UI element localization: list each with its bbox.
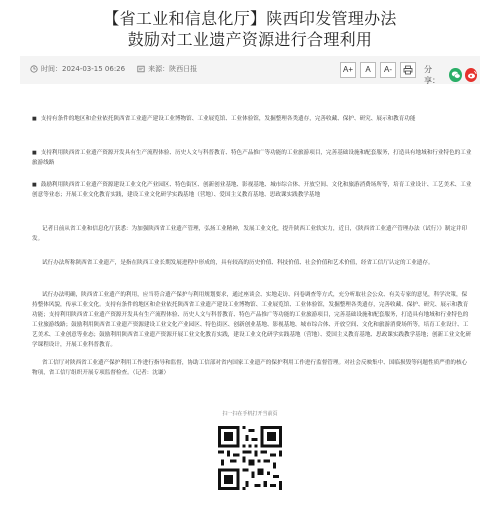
source-icon — [137, 65, 145, 73]
share-label: 分享： — [424, 65, 440, 85]
print-button[interactable] — [400, 62, 416, 78]
clock-icon — [30, 65, 38, 73]
weibo-icon — [465, 68, 479, 82]
font-size-controls — [340, 62, 420, 78]
meta-bar — [20, 56, 480, 84]
body-paragraph-3: 试行办法明确，陕西省工业遗产的利用，应当符合遗产保护与利用规划要求，通过座谈会、实地走访、问卷调查等方式，充分听取社会公众、有关专家的意见，科学决策，保持整体风貌，传承工业文化。支持有条件的地区和企业依托陕西省工业遗产建设工业博物馆、工业展览馆、工业体验馆，发掘整理各类遗存，完善收藏、保护、研究、展示和教育功能；支持利用陕西省工业遗产资源开发具有生产流程体验、历史人文与科普教育、特色产品推广等功能的工业旅游项目，完善基础设施和配套服务，打造具有地域和行业特色的工业旅游线路；鼓励利用陕西省工业遗产资源建设工业文化产业园区、特色街区、创新创业基地、影视基地、城市综合体、开放空间、文化和旅游消费场所等，培育工业设计、工艺美术、工业创意等业态；鼓励利用陕西省工业遗产资源开展工业文化教育实践，建设工业文化研学实践基地（营地）、爱国主义教育基地、思政课实践教学基地；创新工业文化研学课程设计，开展工业科普教育。 — [32, 292, 472, 348]
highlight-paragraph-3: ■ 鼓励利用陕西省工业遗产资源建设工业文化产业园区、特色街区、创新创业基地、影视基地、城市综合体、开放空间、文化和旅游消费场所等，培育工业设计、工艺美术、工业创意等业态；开展工业文化教育实践，建设工业文化研学实践基地（营地）、爱国主义教育基地、思政课实践教学基地 — [32, 180, 472, 200]
qr-caption: 扫一扫在手机打开当前页 — [222, 411, 278, 417]
source-label: 来源：陕西日报 — [148, 65, 198, 73]
body-paragraph-4: 省工信厅对陕西省工业遗产保护利用工作进行指导和监督，协助工信部对省内国家工业遗产的保护利用工作进行监督管理。对社会反映集中、国临损毁等问题性质严重的核心物项，省工信厅组织开展专项监督检查。（记者：沈谦） — [32, 360, 468, 376]
publish-time: 时间：2024-03-15 06:26 — [41, 65, 126, 73]
wechat-share-button[interactable] — [449, 68, 461, 82]
font-increase-button[interactable]: A+ — [340, 62, 356, 78]
title-line-2: 鼓励对工业遗产资源进行合理利用 — [127, 30, 373, 49]
wechat-icon — [449, 68, 463, 82]
body-paragraph-2: 试行办法所称陕西省工业遗产，是指在陕西工业长期发展进程中形成的，具有较高的历史价值、科技价值、社会价值和艺术价值，经省工信厅认定的工业遗存。 — [42, 260, 434, 266]
share-controls — [424, 64, 480, 86]
highlight-paragraph-2: ■ 支持利用陕西省工业遗产资源开发具有生产流程体验、历史人文与科普教育、特色产品推广等功能的工业旅游项目，完善基础设施和配套服务，打造具有地域和行业特色的工业旅游线路 — [32, 148, 472, 168]
qr-code — [218, 426, 282, 490]
title-line-1: 【省工业和信息化厅】陕西印发管理办法 — [103, 9, 397, 28]
weibo-share-button[interactable] — [465, 68, 477, 82]
article-title — [0, 8, 500, 50]
highlight-paragraph-1: ■ 支持有条件的地区和企业依托陕西省工业遗产建设工业博物馆、工业展览馆、工业体验馆，发掘整理各类遗存，完善收藏、保护、研究、展示和教育功能 — [32, 114, 472, 124]
font-default-button[interactable]: A — [360, 62, 376, 78]
body-paragraph-1: 记者日前从省工业和信息化厅获悉：为加强陕西省工业遗产管理，弘扬工业精神，发展工业文化，提升陕西工业软实力，近日，《陕西省工业遗产管理办法（试行）》制定并印发。 — [32, 226, 468, 242]
meta-info — [30, 64, 209, 74]
print-icon — [403, 65, 413, 75]
font-decrease-button[interactable]: A- — [380, 62, 396, 78]
